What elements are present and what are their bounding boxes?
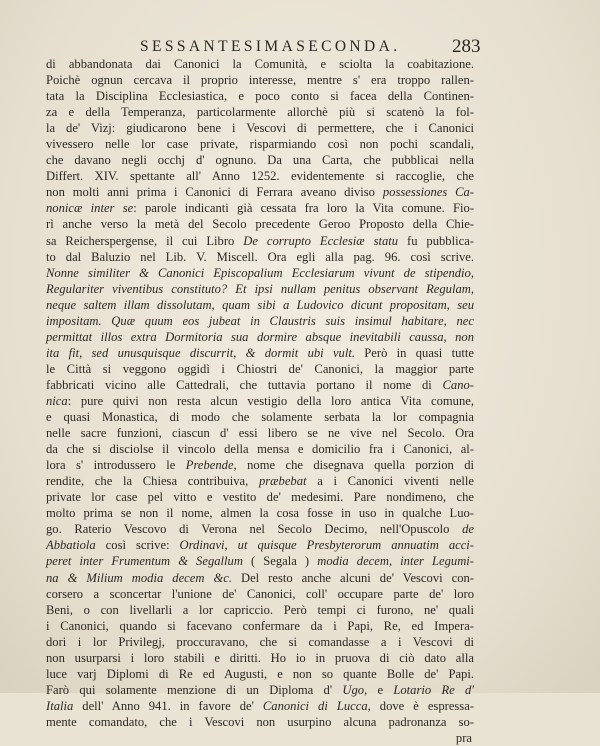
text-line <box>46 602 474 618</box>
text-line <box>46 457 474 473</box>
text-segment: Farò qui solamente menzione di un Diploma d' <box>46 682 343 697</box>
text-line <box>46 136 474 152</box>
text-segment: Del resto anche alcuni de' Vescovi con- <box>231 570 474 585</box>
text-line <box>46 521 474 537</box>
text-segment: a i Canonici viventi nelle <box>306 474 474 489</box>
text-segment: : pure quivi non resta alcun vestigio della loro antica Vita comune, <box>67 393 474 408</box>
text-line <box>46 249 474 265</box>
text-segment: così scrive: <box>95 538 180 553</box>
running-head: SESSANTESIMASECONDA. <box>140 38 401 55</box>
italic-text: Lotario Re d' <box>393 682 474 697</box>
text-segment: Poichè ognun cercava il proprio interesse, mentre s' era troppo rallen- <box>46 73 474 88</box>
italic-text: peret inter Frumentum & Segallum <box>46 554 243 569</box>
italic-text: Abbatiola <box>46 538 96 553</box>
text-segment: luce varj Diplomi di Re ed Augusti, e non so quante Bolle de' Papi. <box>46 666 474 681</box>
text-segment: private lor case pel vitto e vestito de' medesimi. Pare nondimeno, che <box>46 490 474 505</box>
italic-text: præbebat <box>258 474 307 489</box>
text-segment: sa Reicherspergense, il cui Libro <box>46 233 244 248</box>
text-segment: go. Raterio Vescovo di Verona nel Secolo Decimo, nell'Opuscolo <box>46 522 463 537</box>
text-segment: to dal Baluzio nel Lib. V. Miscell. Ora egli alla pag. 96. così scrive. <box>46 249 474 264</box>
italic-text: Canonici di Lucca <box>262 698 368 713</box>
text-line <box>46 537 474 553</box>
text-line <box>46 634 474 650</box>
text-line <box>46 345 474 361</box>
text-line <box>46 618 474 634</box>
text-segment: fabbricati vicino alle Cattedrali, che tuttavia portano il nome di <box>46 377 443 392</box>
text-segment: non usurparsi i loro stabili e diritti. Ho io in pruova di ciò dato alla <box>46 650 474 665</box>
text-segment: dell' Anno 941. in favore de' <box>73 698 263 713</box>
text-segment: mente comandato, che i Vescovi non usurpino alcuna padronanza so- <box>46 714 474 729</box>
text-line <box>46 409 474 425</box>
text-line <box>46 313 474 329</box>
catchword: pra <box>455 730 472 745</box>
text-line <box>46 361 474 377</box>
text-segment: lora s' introdussero le <box>46 458 186 473</box>
text-segment: i Canonici, quando si facevano confermare da i Papi, Re, ed Impera- <box>46 618 474 633</box>
text-line <box>46 72 474 88</box>
body-text <box>46 56 474 746</box>
text-line <box>46 698 474 714</box>
italic-text: De corrupto Ecclesiæ statu <box>243 233 399 248</box>
text-line <box>46 489 474 505</box>
text-line <box>46 553 474 569</box>
italic-text: Prebende <box>185 458 234 473</box>
italic-text: nica <box>46 393 68 408</box>
page-number: 283 <box>452 36 481 57</box>
italic-text: nonicæ inter se <box>46 201 134 216</box>
text-line <box>46 200 474 216</box>
text-line <box>46 329 474 345</box>
italic-text: na & Milium modia decem &c. <box>46 570 232 585</box>
text-segment: corsero a sconcertar l'unione de' Canonici, coll' occupare parte de' loro <box>46 586 474 601</box>
text-segment: molto prima se non il nome, almen la cosa fosse in uso in qualche Luo- <box>46 506 474 521</box>
text-segment: , dove è espressa- <box>367 698 474 713</box>
text-line <box>46 233 474 249</box>
text-line <box>46 505 474 521</box>
text-line <box>46 104 474 120</box>
text-line <box>46 152 474 168</box>
italic-text: Nonne similiter & Canonici Episcopalium Ecclesiarum vivunt de stipendio, <box>46 265 474 280</box>
italic-text: Regulariter viventibus constituto? Et ipsi nullam penitus observant Regulam, <box>46 281 474 296</box>
text-segment: e quasi Monastica, di modo che solamente serbata la lor compagnia <box>46 410 474 425</box>
text-line <box>46 393 474 409</box>
text-line <box>46 682 474 698</box>
text-line <box>46 184 474 200</box>
italic-text: Cano- <box>442 377 474 392</box>
text-line <box>46 168 474 184</box>
text-segment: Beni, o con livellarli a lor capriccio. Però tempi ci furono, ne' quali <box>46 602 474 617</box>
italic-text: impositam. Quæ quum eos jubeat in Claustris suis insimul habitare, nec <box>46 313 474 328</box>
text-line <box>46 281 474 297</box>
text-line <box>46 570 474 586</box>
text-line <box>46 88 474 104</box>
italic-text: modia decem, inter Legumi- <box>317 554 475 569</box>
text-line <box>46 377 474 393</box>
text-line <box>46 650 474 666</box>
italic-text: permittat illos extra Dormitoria sua dormire absque inevitabili caussa, non <box>46 329 474 344</box>
italic-text: ita fit, sed unusquisque discurrit, & dormit ubi vult. <box>46 345 355 360</box>
text-line <box>46 441 474 457</box>
italic-text: neque saltem illam dissolutam, quam sibi a Ludovico dicunt propositam, seu <box>46 297 474 312</box>
text-segment: non molti anni prima i Canonici di Ferrara aveano diviso <box>46 185 383 200</box>
text-line <box>46 586 474 602</box>
text-segment: rì anche verso la metà del Secolo precedente Geroo Proposto della Chie- <box>46 217 474 232</box>
text-segment: dori i lor Privilegj, proccuravano, che si comandasse a i Vescovi di <box>46 634 474 649</box>
text-segment: di abbandonata dai Canonici la Comunità, e sciolta la coabitazione. <box>46 57 474 71</box>
text-segment: , e <box>364 682 394 697</box>
text-line <box>46 425 474 441</box>
italic-text: Italia <box>46 698 74 713</box>
italic-text: Ugo <box>342 682 365 697</box>
text-segment: vivessero nelle lor case private, risparmiando così non pochi scandali, <box>46 137 474 152</box>
text-segment: tata la Disciplina Ecclesiastica, e poco conto si facea della Continen- <box>46 89 474 104</box>
text-segment: Però in quasi tutte <box>355 345 474 360</box>
italic-text: de <box>462 522 474 537</box>
text-segment: za e della Temperanza, particolarmente allorchè più si scatenò la fol- <box>46 105 474 120</box>
text-segment: : parole indicanti già cessata fra loro la Vita comune. Fio- <box>133 201 475 216</box>
text-segment: le Città si veggono oggidì i Chiostri de' Canonici, la maggior parte <box>46 361 474 376</box>
text-segment: nelle sacre funzioni, ciascun d' essi libero se ne vive nel Secolo. Ora <box>46 426 474 441</box>
text-line <box>46 666 474 682</box>
text-line <box>46 120 474 136</box>
text-segment: ( Segala ) <box>242 554 318 569</box>
italic-text: possessiones Ca- <box>382 185 474 200</box>
italic-text: Ordinavi, ut quisque Presbyterorum annuatim acci- <box>179 538 474 553</box>
text-segment: Differt. XIV. spettante all' Anno 1252. evidentemente si raccoglie, che <box>46 169 474 184</box>
text-line <box>46 714 474 730</box>
text-line <box>46 297 474 313</box>
text-line <box>46 473 474 489</box>
text-line <box>46 56 474 72</box>
text-segment: , nome che disegnava quella porzion di <box>233 458 475 473</box>
text-segment: fu pubblica- <box>398 233 474 248</box>
text-segment: che davano negli occhj d' ognuno. Da una Carta, che pubblicai nella <box>46 153 474 168</box>
text-segment: da che si disciolse il vincolo della mensa e domicilio fra i Canonici, al- <box>46 442 474 457</box>
text-segment: rendite, che la Chiesa contribuiva, <box>46 474 259 489</box>
text-line <box>46 216 474 232</box>
text-line <box>46 265 474 281</box>
text-segment: la de' Vizj: giudicarono bene i Vescovi di permettere, che i Canonici <box>46 121 474 136</box>
